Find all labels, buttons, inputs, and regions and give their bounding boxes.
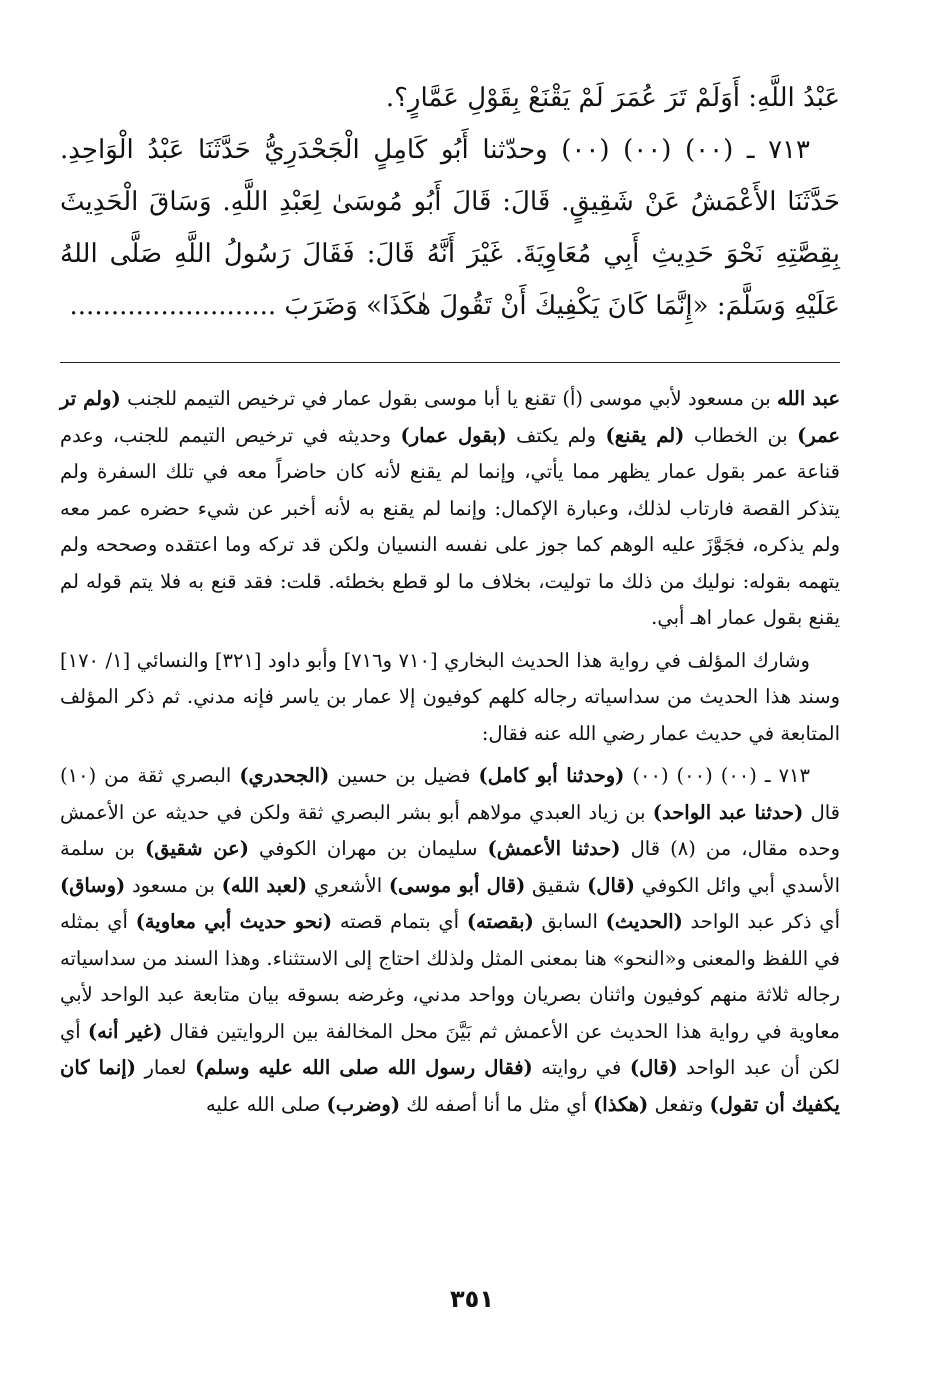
bold-term: (قال أبو موسى)	[388, 873, 526, 897]
commentary-text: أي مثل ما أنا أصفه لك	[400, 1092, 594, 1116]
commentary-text: ٧١٣ ـ (٠٠) (٠٠) (٠٠)	[624, 764, 810, 787]
bold-term: (حدثنا عبد الواحد)	[652, 800, 804, 824]
separator-line	[60, 362, 840, 363]
commentary-paragraph: وشارك المؤلف في رواية هذا الحديث البخاري [٧١٠ و٧١٦] وأبو داود [٣٢١] والنسائي [١/ ١٧٠] وسند هذا الحديث من سداسياته رجاله كلهم كوفيون إلا عمار بن ياسر فإنه مدني. ثم ذكر المؤلف المتابعة في حديث عمار رضي الله عنه فقال:	[60, 648, 840, 745]
commentary-text: شقيق	[525, 873, 588, 897]
bold-term: (بقول عمار)	[400, 423, 507, 447]
commentary-text: وتفعل	[648, 1092, 710, 1116]
commentary-text: سليمان بن مهران الكوفي	[248, 837, 488, 860]
commentary-text: الأشعري	[307, 873, 389, 897]
hadith-text-block	[60, 72, 840, 332]
bold-term: (هكذا)	[593, 1092, 649, 1116]
bold-term: (ولم تر عمر)	[60, 387, 841, 447]
commentary-text: أي ذكر عبد الواحد	[682, 910, 840, 933]
commentary-text: وحديثه في ترخيص التيمم للجنب، وعدم قناعة عمر بقول عمار يظهر مما يأتي، وإنما لم يقنع لأنه كان حاضراً معه في تلك السفرة ولم يتذكر القصة فارتاب لذلك، وعبارة الإكمال: وإنما لم يقنع به لأنه أخبر عن شيء حضره عمر معه ولم يذكره، فجَوَّزَ عليه الوهم كما جوز على نفسه النسيان ولكن قد تركه وما اعتقده وصححه ولم يتهمه بقوله: نوليك من ذلك ما توليت، بخلاف ما لو قطع بخطئه. قلت: فقد قنع به فلا يتم قوله لم يقنع بقول عمار اهـ أبي.	[60, 423, 840, 629]
bold-term: (لم يقنع)	[605, 423, 685, 447]
commentary-text: بن مسعود	[125, 873, 222, 897]
commentary-text: بن سلمة الأسدي أبي وائل الكوفي	[60, 837, 841, 897]
bold-term: (قال)	[629, 1056, 678, 1079]
bold-term: (فقال رسول الله صلى الله عليه وسلم)	[194, 1056, 533, 1079]
commentary-text: في روايته	[532, 1056, 630, 1079]
bold-term: (غير أنه)	[87, 1019, 163, 1043]
commentary-text: البصري ثقة من (١٠) قال	[60, 764, 841, 824]
bold-term: (حدثنا الأعمش)	[487, 837, 621, 860]
commentary-block	[60, 381, 840, 1123]
commentary-text: أي لكن أن عبد الواحد	[60, 1019, 841, 1079]
commentary-text: لعمار	[135, 1056, 195, 1079]
hadith-paragraph: ٧١٣ ـ (٠٠) (٠٠) (٠٠) وحدّثنا أَبُو كَامِلٍ الْجَحْدَرِيُّ حَدَّثَنَا عَبْدُ الْوَاحِدِ. حَدَّثَنَا الأَعْمَشُ عَنْ شَقِيقٍ. قَالَ: قَالَ أَبُو مُوسَىٰ لِعَبْدِ اللَّهِ. وَسَاقَ الْحَدِيثَ بِقِصَّتِهِ نَحْوَ حَدِيثِ أَبِي مُعَاوِيَةَ. غَيْرَ أَنَّهُ قَالَ: فَقَالَ رَسُولُ اللَّهِ صَلَّى اللهُ عَلَيْهِ وَسَلَّمَ: «إِنَّمَا كَانَ يَكْفِيكَ أَنْ تَقُولَ هٰكَذَا» وَضَرَبَ .........................	[60, 135, 840, 321]
commentary-text: أي بمثله في اللفظ والمعنى و«النحو» هنا بمعنى المثل ولذلك احتاج إلى الاستثناء. وهذا السند من سداسياته رجاله ثلاثة منهم كوفيون واثنان بصريان وواحد مدني، وغرضه بسوقه بيان متابعة عبد الواحد لأبي معاوية في رواية هذا الحديث عن الأعمش ثم بَيَّنَ محل المخالفة بين الروايتين فقال	[60, 910, 840, 1043]
commentary-text: فضيل بن حسين	[329, 764, 479, 787]
bold-term: عبد الله	[777, 387, 840, 410]
commentary-text: السابق	[533, 910, 606, 933]
bold-term: (وحدثنا أبو كامل)	[478, 764, 625, 787]
bold-term: (نحو حديث أبي معاوية)	[135, 910, 333, 933]
bold-term: (بقصته)	[466, 910, 534, 933]
bold-term: (الجحدري)	[239, 764, 330, 787]
bold-term: (وساق)	[60, 873, 126, 897]
bold-term: (الحديث)	[605, 910, 683, 933]
commentary-text: بن زياد العبدي مولاهم أبو بشر البصري ثقة ولكن في حديثه عن الأعمش وحده مقال، من (٨) قال	[60, 800, 841, 860]
bold-term: (عن شقيق)	[144, 837, 249, 860]
commentary-text: صلى الله عليه	[205, 1092, 327, 1116]
commentary-text: أي بتمام قصته	[332, 910, 467, 933]
commentary-paragraph	[60, 381, 840, 637]
bold-term: (قال)	[587, 873, 635, 897]
commentary-paragraph	[60, 758, 840, 1123]
page-number: ٣٥١	[450, 1285, 494, 1313]
bold-term: (لعبد الله)	[221, 873, 308, 897]
hadith-line: عَبْدُ اللَّهِ: أَوَلَمْ تَرَ عُمَرَ لَمْ يَقْنَعْ بِقَوْلِ عَمَّارٍ؟.	[385, 83, 840, 113]
bold-term: (وضرب)	[326, 1092, 401, 1116]
bold-term: (إنما كان يكفيك أن تقول)	[60, 1056, 840, 1116]
commentary-text: ولم يكتف	[506, 423, 606, 447]
commentary-text: بن مسعود لأبي موسى (أ) تقنع يا أبا موسى بقول عمار في ترخيص التيمم للجنب	[120, 387, 778, 410]
commentary-text: بن الخطاب	[684, 423, 798, 447]
book-page	[60, 72, 840, 1342]
